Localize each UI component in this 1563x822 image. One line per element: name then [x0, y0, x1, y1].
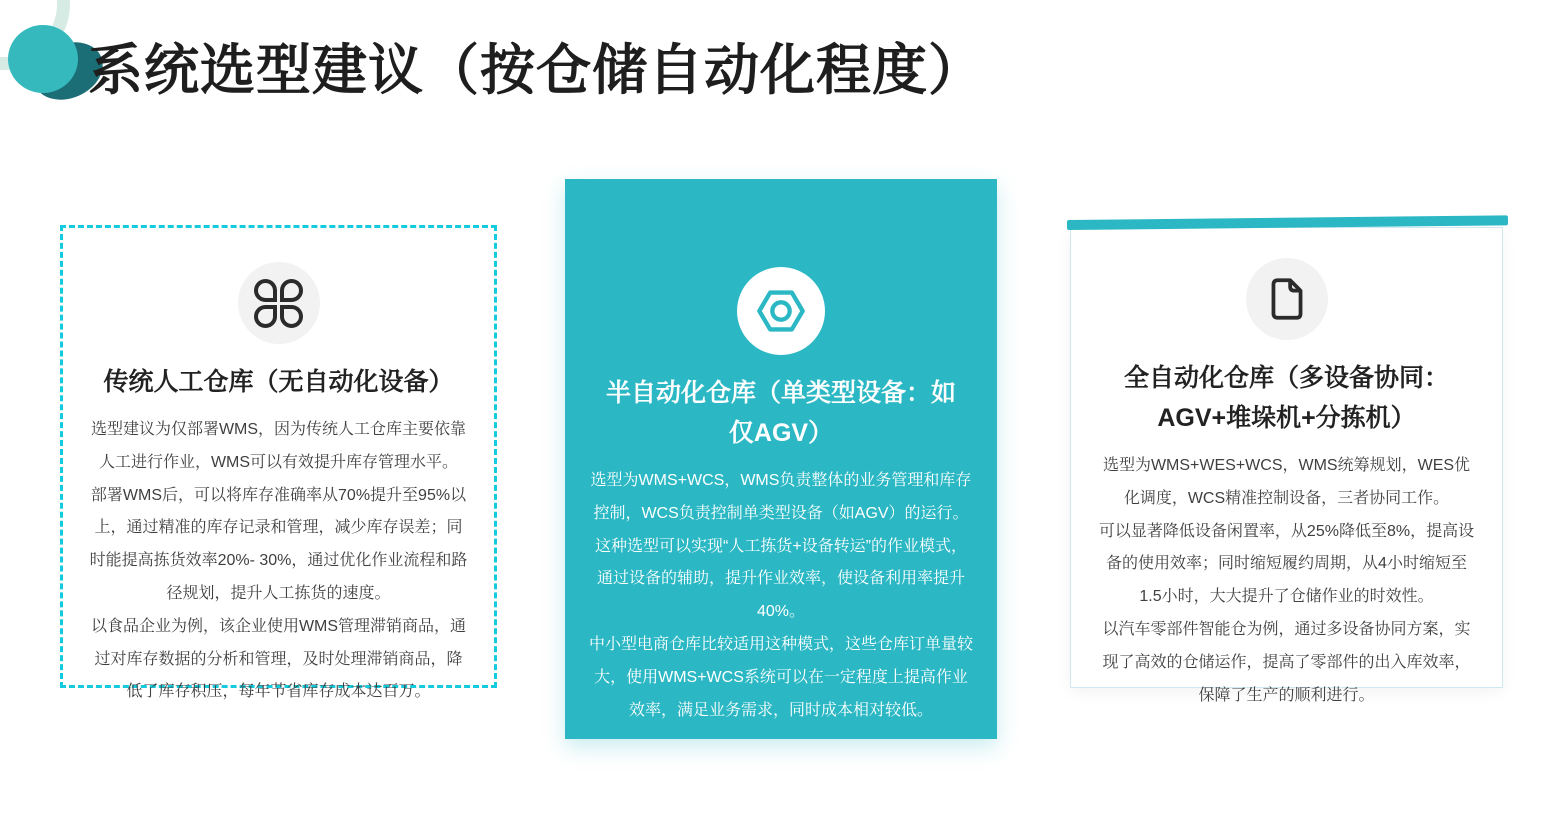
card-paragraph: 部署WMS后，可以将库存准确率从70%提升至95%以上，通过精准的库存记录和管理，减少库存误差；同时能提高拣货效率20%- 30%，通过优化作业流程和路径规划，提升人工拣货的速度。 [89, 486, 468, 602]
card-paragraph: 可以显著降低设备闲置率，从25%降低至8%，提高设备的使用效率；同时缩短履约周期，从4小时缩短至1.5小时，大大提升了仓储作业的时效性。 [1098, 522, 1475, 606]
card-paragraph: 以汽车零部件智能仓为例，通过多设备协同方案，实现了高效的仓储运作，提高了零部件的出入库效率，保障了生产的顺利进行。 [1102, 620, 1471, 704]
title-bullet-circle-icon [8, 25, 78, 93]
icon-badge [1246, 258, 1328, 340]
page-title: 系统选型建议（按仓储自动化程度） [88, 39, 985, 101]
icon-badge [737, 267, 825, 355]
clover-icon [254, 279, 303, 328]
card-body [1095, 450, 1478, 712]
icon-badge [238, 262, 320, 344]
card-title: 全自动化仓库（多设备协同：AGV+堆垛机+分拣机） [1123, 364, 1449, 432]
card-paragraph: 这种选型可以实现“人工拣货+设备转运”的作业模式，通过设备的辅助，提升作业效率，使设备利用率提升40%。 [594, 537, 967, 621]
card-semi-automated-warehouse [565, 179, 997, 739]
card-paragraph: 中小型电商仓库比较适用这种模式，这些仓库订单量较大，使用WMS+WCS系统可以在一定程度上提高作业效率，满足业务需求，同时成本相对较低。 [589, 635, 974, 719]
card-body [589, 465, 973, 727]
card-fully-automated-warehouse [1070, 227, 1503, 704]
card-paragraph: 选型为WMS+WES+WCS，WMS统筹规划，WES优化调度，WCS精准控制设备，三者协同工作。 [1102, 457, 1471, 507]
card-body [89, 414, 468, 709]
file-icon [1262, 274, 1312, 324]
card-paragraph: 选型为WMS+WCS，WMS负责整体的业务管理和库存控制，WCS负责控制单类型设备（如AGV）的运行。 [590, 472, 972, 522]
card-top-accent-bar [1067, 215, 1508, 230]
card-title: 半自动化仓库（单类型设备：如仅AGV） [605, 379, 956, 447]
card-traditional-warehouse [60, 225, 497, 701]
card-paragraph: 以食品企业为例，该企业使用WMS管理滞销商品，通过对库存数据的分析和管理，及时处理滞销商品，降低了库存积压，每年节省库存成本达百万。 [90, 617, 467, 701]
card-title: 传统人工仓库（无自动化设备） [103, 368, 454, 396]
card-paragraph: 选型建议为仅部署WMS，因为传统人工仓库主要依靠人工进行作业，WMS可以有效提升库存管理水平。 [90, 421, 467, 471]
nut-icon [755, 285, 807, 337]
